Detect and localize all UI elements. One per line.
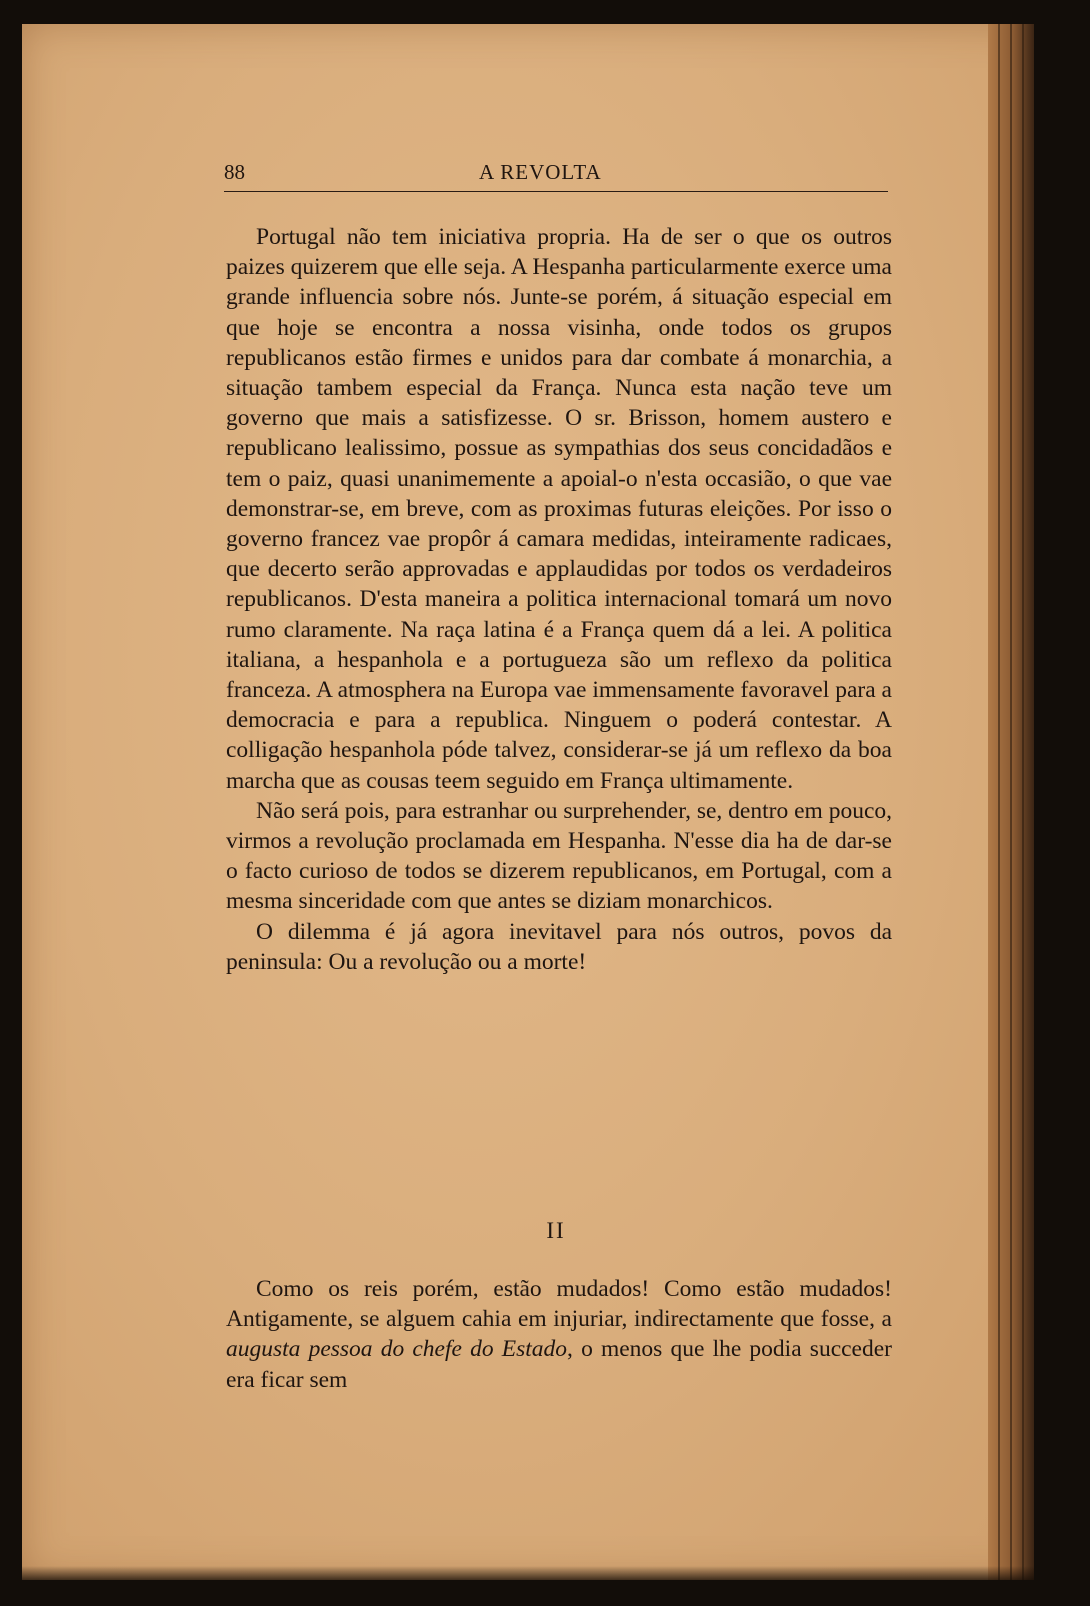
page-edge-sheet	[998, 24, 1000, 1580]
paragraph: Portugal não tem iniciativa propria. Ha de ser o que os outros paizes quizerem que elle seja. A Hespanha particularmente exerce uma grande influencia sobre nós. Junte-se porém, á situação especial em que hoje se encontra a nossa visinha, onde todos os grupos republicanos estão firmes e unidos para dar combate á monarchia, a situação tambem especial da França. Nunca esta nação teve um governo que mais a satisfizesse. O sr. Brisson, homem austero e republicano lealissimo, possue as sympathias dos seus concidadãos e tem o paiz, quasi unanimemente a apoial-o n'esta occasião, o que vae demonstrar-se, em breve, com as proximas futuras eleições. Por isso o governo francez vae propôr á camara medidas, inteiramente radicaes, que decerto serão approvadas e applaudidas por todos os verdadeiros republicanos. D'esta maneira a politica internacional tomará um novo rumo claramente. Na raça latina é a França quem dá a lei. A politica italiana, a hespanhola e a portugueza são um reflexo da politica franceza. A atmosphera na Europa vae immensamente favoravel para a democracia e para a republica. Ninguem o poderá contestar. A colligação hespanhola póde talvez, considerar-se já um reflexo da boa marcha que as cousas teem seguido em França ultimamente.	[226, 224, 892, 794]
page-edge-sheet	[1010, 24, 1012, 1580]
page-edge-stack	[988, 24, 1034, 1580]
paragraph: O dilemma é já agora inevitavel para nós outros, povos da peninsula: Ou a revolução ou a morte!	[226, 918, 892, 975]
paragraph-tail: , o menos que lhe podia succeder era ficar sem	[226, 1336, 892, 1393]
paragraph-lead: Como os reis porém, estão mudados! Como estão mudados! Antigamente, se alguem cahia em injuriar, indirectamente que fosse, a	[226, 1276, 892, 1333]
page-number: 88	[224, 160, 245, 184]
page-header	[224, 160, 888, 190]
header-rule	[224, 191, 888, 192]
paragraph: Não será pois, para estranhar ou surprehender, se, dentro em pouco, virmos a revolução proclamada em Hespanha. N'esse dia ha de dar-se o facto curioso de todos se dizerem republicanos, em Portugal, com a mesma sinceridade com que antes se diziam monarchicos.	[226, 797, 892, 915]
paragraph	[226, 1274, 892, 1395]
section-heading: II	[546, 1218, 566, 1243]
page-bottom-shadow	[22, 1566, 1034, 1580]
body-text	[226, 222, 892, 977]
running-title: A REVOLTA	[479, 160, 602, 184]
section-text	[226, 1274, 892, 1395]
italic-phrase: augusta pessoa do chefe do Estado	[226, 1336, 568, 1363]
page-edge-sheet	[1022, 24, 1024, 1580]
